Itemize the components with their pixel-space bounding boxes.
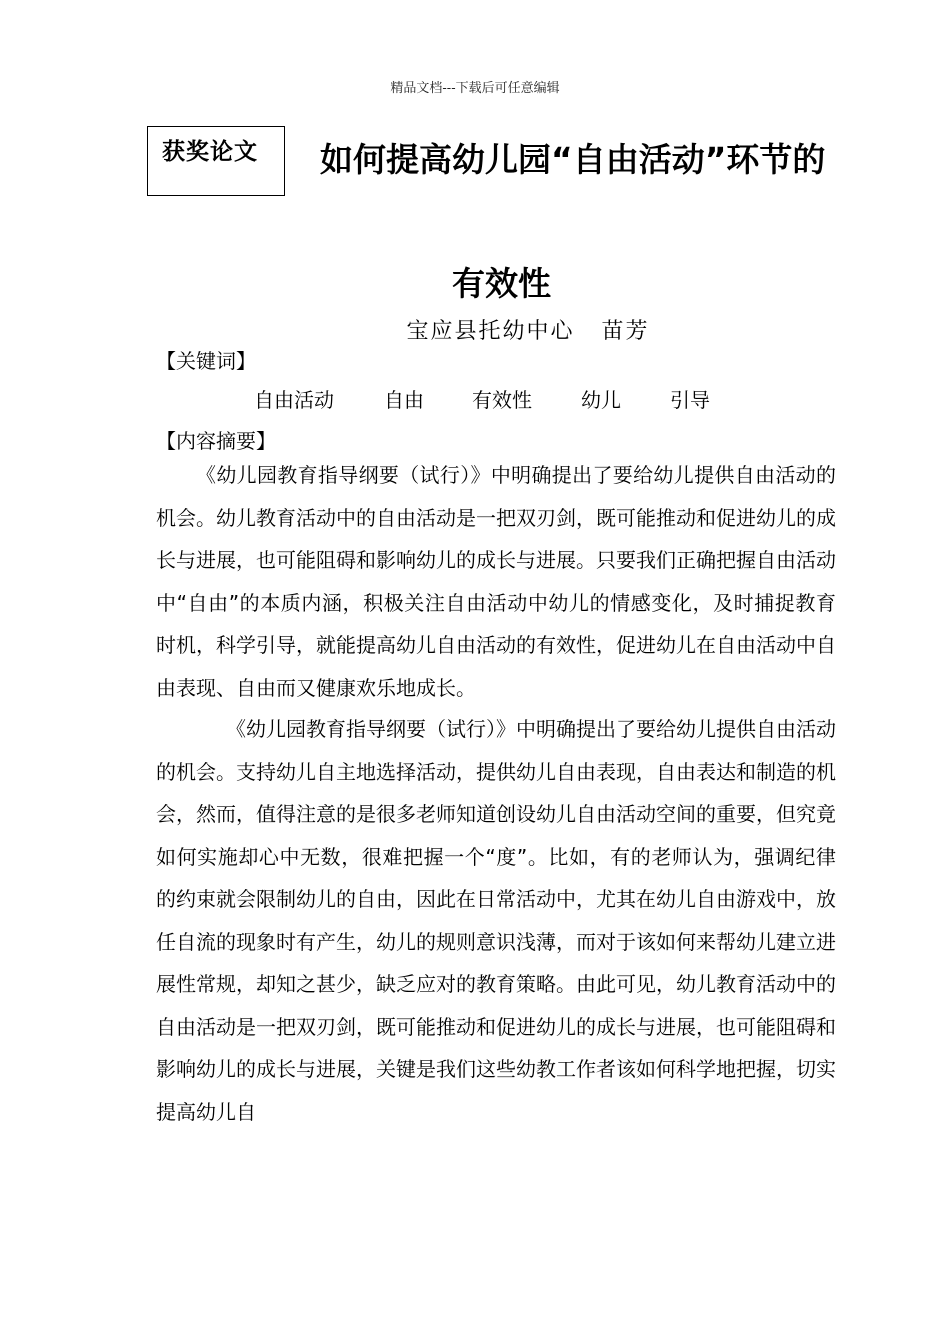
- header-note: 精品文档---下载后可任意编辑: [390, 81, 560, 96]
- abstract-paragraph: 《幼儿园教育指导纲要（试行）》中明确提出了要给幼儿提供自由活动的机会。幼儿教育活动中的自由活动是一把双刃剑，既可能推动和促进幼儿的成长与进展，也可能阻碍和影响幼儿的成长与进展。只要我们正确把握自由活动中“自由”的本质内涵，积极关注自由活动中幼儿的情感变化，及时捕捉教育时机，科学引导，就能提高幼儿自由活动的有效性，促进幼儿在自由活动中自由表现、自由而又健康欢乐地成长。: [156, 463, 836, 700]
- keywords-label: 【关键词】: [156, 349, 256, 373]
- keyword-item: 自由活动: [254, 388, 334, 412]
- award-box: [147, 126, 285, 196]
- author-line: 宝应县托幼中心 苗芳: [406, 319, 650, 344]
- keyword-item: 引导: [670, 388, 710, 412]
- keyword-item: 幼儿: [581, 388, 621, 412]
- award-label: 获奖论文: [162, 139, 258, 165]
- keyword-item: 有效性: [472, 388, 532, 412]
- title-line-1: 如何提高幼儿园“自由活动”环节的: [320, 140, 826, 179]
- abstract-label: 【内容摘要】: [156, 429, 276, 453]
- body-paragraph: 《幼儿园教育指导纲要（试行）》中明确提出了要给幼儿提供自由活动的机会。支持幼儿自主地选择活动，提供幼儿自由表现，自由表达和制造的机会，然而，值得注意的是很多老师知道创设幼儿自由活动空间的重要，但究竟如何实施却心中无数，很难把握一个“度”。比如，有的老师认为，强调纪律的约束就会限制幼儿的自由，因此在日常活动中，尤其在幼儿自由游戏中，放任自流的现象时有产生，幼儿的规则意识浅薄，而对于该如何来帮幼儿建立进展性常规，却知之甚少，缺乏应对的教育策略。由此可见，幼儿教育活动中的自由活动是一把双刃剑，既可能推动和促进幼儿的成长与进展，也可能阻碍和影响幼儿的成长与进展，关键是我们这些幼教工作者该如何科学地把握，切实提高幼儿自: [156, 717, 836, 1124]
- keywords-list: [254, 384, 710, 413]
- title-line-2: 有效性: [452, 264, 551, 303]
- keyword-item: 自由: [384, 388, 424, 412]
